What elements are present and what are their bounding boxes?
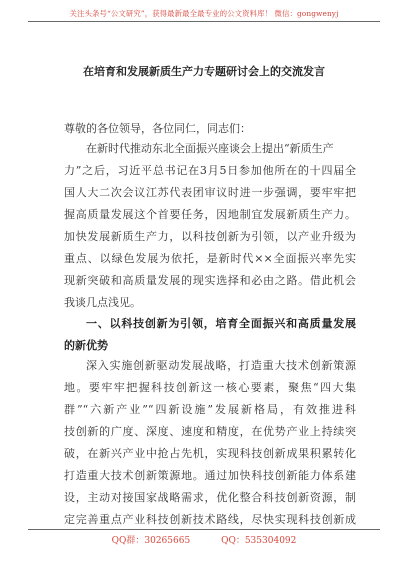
section-heading <box>64 313 356 357</box>
footer <box>0 533 408 546</box>
footer-qq: QQ：535304092 <box>221 536 297 546</box>
text-line: 群”“六新产业”“四新设施”发展新格局，有效推进科 <box>64 403 356 416</box>
text-line: 力”之后，习近平总书记在3月5日参加他所在的十四届全 <box>64 164 356 177</box>
text-line: 深入实施创新驱动发展战略，打造重大技术创新策源 <box>86 359 356 372</box>
intro-paragraph <box>64 138 356 314</box>
text-line: 打造重大技术创新策源地。通过加快科技创新能力体系建 <box>64 469 356 482</box>
text-line: 定完善重点产业科技创新技术路线，尽快实现科技创新成 <box>64 513 356 526</box>
document-title: 在培育和发展新质生产力专题研讨会上的交流发言 <box>83 65 325 78</box>
text-line: 国人大二次会议江苏代表团审议时进一步强调，要牢牢把 <box>64 186 356 199</box>
heading-line: 的新优势 <box>64 339 108 352</box>
text-line: 重点、以绿色发展为依托，是新时代××全面振兴率先实 <box>64 252 356 265</box>
footer-divider <box>28 529 380 530</box>
text-line: 技创新的广度、深度、速度和精度，在优势产业上持续突 <box>64 425 356 438</box>
header-banner: 关注头条号“公文研究”，获得最新最全最专业的公文资料库！ 微信：gongwenyj <box>69 9 339 18</box>
text-line: 我谈几点浅见。 <box>64 296 141 309</box>
text-line: 加快发展新质生产力，以科技创新为引领，以产业升级为 <box>64 230 356 243</box>
footer-qq-group: QQ群：30265665 <box>111 536 191 546</box>
section-paragraph <box>64 355 356 531</box>
header-divider <box>28 21 380 22</box>
text-line: 设，主动对接国家战略需求，优化整合科技创新资源，制 <box>64 491 356 504</box>
text-line: 地。要牢牢把握科技创新这一核心要素，聚焦“四大集 <box>64 381 356 394</box>
salutation: 尊敬的各位领导，各位同仁，同志们： <box>64 122 251 135</box>
heading-line: 一、以科技创新为引领，培育全面振兴和高质量发展 <box>86 317 356 330</box>
text-line: 破，在新兴产业中抢占先机，实现科技创新成果积累转化 <box>64 447 356 460</box>
text-line: 现新突破和高质量发展的现实选择和必由之路。借此机会 <box>64 274 356 287</box>
text-line: 在新时代推动东北全面振兴座谈会上提出“新质生产 <box>86 142 334 155</box>
text-line: 握高质量发展这个首要任务，因地制宜发展新质生产力。 <box>64 208 356 221</box>
